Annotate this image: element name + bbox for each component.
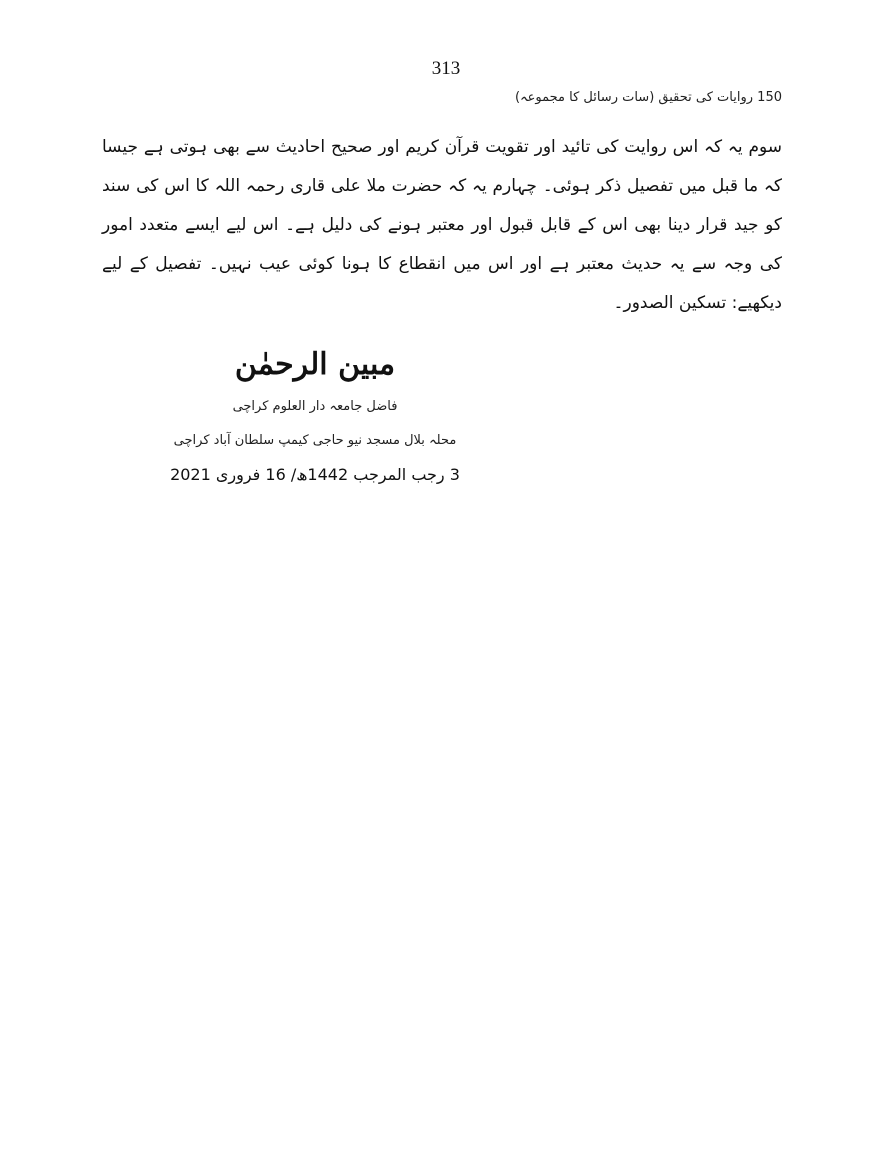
author-name: مبین الرحمٰن (234, 347, 396, 382)
running-header-title: 150 روایات کی تحقیق (سات رسائل کا مجموعہ) (514, 90, 782, 105)
body-paragraph: سوم یہ کہ اس روایت کی تائید اور تقویت قرآن کریم اور صحیح احادیث سے بھی ہوتی ہے جیسا کہ ما قبل میں تفصیل ذکر ہوئی۔ چہارم یہ کہ حضرت ملا علی قاری رحمہ اللہ کا اس کی سند کو جید قرار دینا بھی اس کے قابل قبول اور معتبر ہونے کی دلیل ہے۔ اس لیے ایسے متعدد امور کی وجہ سے یہ حدیث معتبر ہے اور اس میں انقطاع کا ہونا کوئی عیب نہیں۔ تفصیل کے لیے دیکھیے: تسکین الصدور۔ (102, 137, 782, 313)
signature-date: 3 رجب المرجب 1442ھ/ 16 فروری 2021 (170, 465, 460, 484)
signature-block (150, 340, 480, 492)
author-address: محلہ بلال مسجد نیو حاجی کیمپ سلطان آباد کراچی (173, 433, 457, 448)
author-title: فاضل جامعہ دار العلوم کراچی (232, 399, 398, 414)
page-number: 313 (431, 58, 461, 79)
